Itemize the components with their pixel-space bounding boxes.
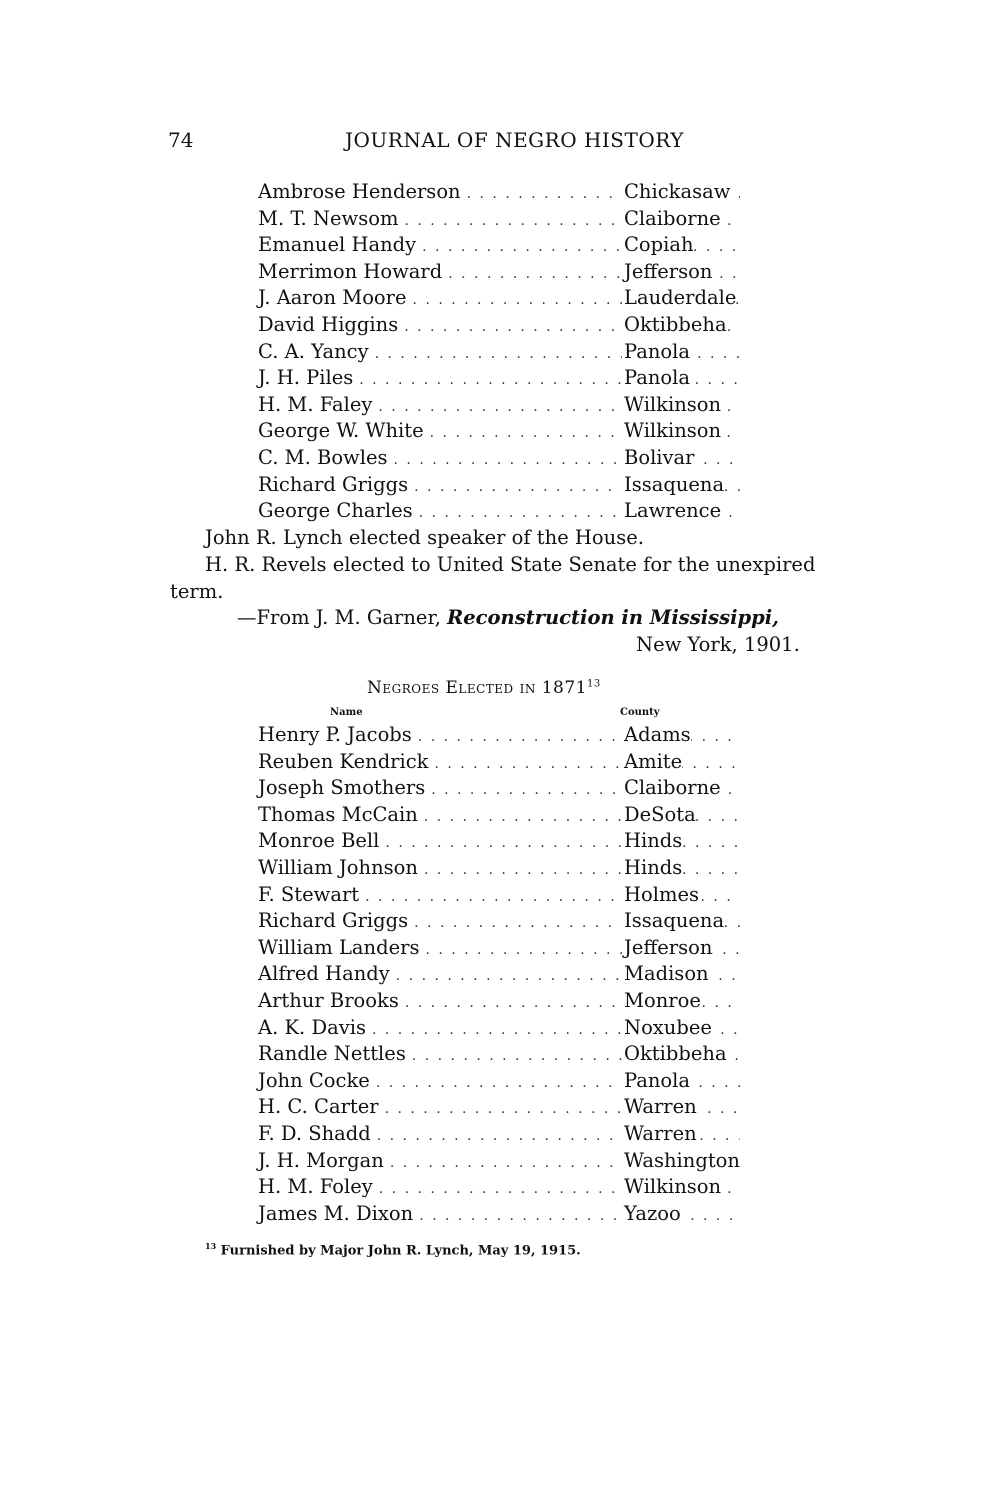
table-row bbox=[258, 1149, 740, 1175]
member-name: C. M. Bowles bbox=[258, 446, 388, 469]
table-row bbox=[258, 1042, 740, 1068]
member-name: Richard Griggs bbox=[258, 472, 409, 496]
table-row bbox=[258, 1095, 740, 1121]
footnote-number: 13 bbox=[205, 1241, 217, 1251]
member-county: Amite bbox=[624, 749, 683, 773]
member-row bbox=[258, 366, 740, 392]
member-row bbox=[258, 340, 740, 366]
member-name: H. M. Foley bbox=[258, 1175, 373, 1199]
table-row bbox=[258, 1122, 740, 1148]
running-head-cap-j: J bbox=[345, 128, 354, 152]
member-county: Claiborne bbox=[624, 206, 721, 230]
member-row bbox=[258, 419, 740, 445]
table-row bbox=[258, 829, 740, 855]
member-name: H. M. Faley bbox=[258, 392, 373, 416]
member-name: F. D. Shadd bbox=[258, 1122, 371, 1145]
member-row bbox=[258, 260, 740, 286]
member-name: J. H. Piles bbox=[258, 366, 354, 390]
member-name: William Landers bbox=[258, 935, 420, 959]
dot-leader bbox=[434, 756, 740, 772]
member-name: Richard Griggs bbox=[258, 909, 409, 933]
member-county: Jefferson bbox=[624, 935, 713, 959]
member-county: Hinds bbox=[624, 856, 683, 879]
member-row bbox=[258, 473, 740, 499]
dot-leader bbox=[418, 729, 740, 745]
column-header-county: County bbox=[620, 707, 660, 718]
member-row bbox=[258, 286, 740, 312]
member-county: Warren bbox=[624, 1095, 697, 1119]
member-name: Alfred Handy bbox=[258, 962, 390, 986]
member-row bbox=[258, 446, 740, 472]
table-row bbox=[258, 909, 740, 935]
table-row bbox=[258, 989, 740, 1015]
member-county: Madison bbox=[624, 962, 709, 986]
footnote-text: Furnished by Major John R. Lynch, May 19, 1915. bbox=[216, 1243, 581, 1259]
table-row bbox=[258, 856, 740, 882]
member-row bbox=[258, 313, 740, 339]
running-head-ournal: OURNAL OF bbox=[353, 128, 496, 152]
lynch-speaker-line: John R. Lynch elected speaker of the House. bbox=[205, 526, 644, 549]
member-county: Noxubee bbox=[624, 1015, 712, 1039]
dot-leader bbox=[419, 1208, 740, 1224]
member-name: Arthur Brooks bbox=[258, 989, 399, 1012]
member-county: Copiah bbox=[624, 233, 694, 257]
source-place: New York, 1901. bbox=[636, 633, 800, 656]
member-county: Claiborne bbox=[624, 776, 721, 800]
running-head-cap-h: H bbox=[583, 128, 602, 152]
running-head-egro: EGRO bbox=[513, 128, 584, 152]
member-name: Henry P. Jacobs bbox=[258, 723, 412, 746]
member-county: Hinds bbox=[624, 829, 683, 853]
member-county: Adams bbox=[624, 723, 691, 746]
member-county: Chickasaw bbox=[624, 180, 731, 203]
member-county: Lauderdale bbox=[624, 286, 737, 310]
table-row bbox=[258, 723, 740, 749]
member-county: Panola bbox=[624, 1068, 691, 1092]
table-row bbox=[258, 1069, 740, 1095]
member-name: Reuben Kendrick bbox=[258, 749, 429, 773]
member-county: Panola bbox=[624, 366, 691, 390]
table-row bbox=[258, 1016, 740, 1042]
member-name: Merrimon Howard bbox=[258, 259, 443, 283]
page-number: 74 bbox=[168, 128, 194, 152]
member-county: Bolivar bbox=[624, 446, 695, 469]
dot-leader bbox=[385, 835, 740, 851]
member-name: George W. White bbox=[258, 419, 424, 443]
member-county: Warren bbox=[624, 1122, 697, 1145]
member-name: H. C. Carter bbox=[258, 1095, 379, 1119]
member-county: Lawrence bbox=[624, 499, 722, 523]
member-name: A. K. Davis bbox=[258, 1015, 366, 1039]
table-row bbox=[258, 803, 740, 829]
member-name: John Cocke bbox=[258, 1068, 370, 1092]
member-county: Oktibbeha bbox=[624, 313, 727, 336]
revels-senate-line: H. R. Revels elected to United State Senate for the unexpired bbox=[205, 553, 816, 576]
member-county: DeSota bbox=[624, 802, 696, 826]
source-prefix: —From J. M. Garner, bbox=[237, 606, 448, 629]
member-county: Oktibbeha bbox=[624, 1042, 727, 1066]
member-county: Monroe bbox=[624, 989, 701, 1012]
table-title-text: Negroes Elected in 1871 bbox=[367, 678, 587, 698]
running-head-istory: ISTORY bbox=[601, 128, 684, 152]
member-row bbox=[258, 393, 740, 419]
member-county: Wilkinson bbox=[624, 392, 722, 416]
member-name: J. H. Morgan bbox=[258, 1148, 384, 1172]
member-name: Emanuel Handy bbox=[258, 233, 417, 257]
member-name: George Charles bbox=[258, 499, 413, 523]
member-county: Issaquena bbox=[624, 909, 725, 933]
table-row bbox=[258, 750, 740, 776]
table-row bbox=[258, 776, 740, 802]
member-county: Jefferson bbox=[624, 259, 713, 283]
member-name: William Johnson bbox=[258, 856, 418, 879]
member-county: Panola bbox=[624, 339, 691, 363]
member-name: M. T. Newsom bbox=[258, 206, 399, 230]
member-county: Yazoo bbox=[624, 1201, 681, 1225]
member-county: Issaquena bbox=[624, 472, 725, 496]
member-row bbox=[258, 207, 740, 233]
footnote bbox=[205, 1241, 581, 1258]
member-row bbox=[258, 180, 740, 206]
member-name: Thomas McCain bbox=[258, 802, 418, 826]
table-title-footnote-ref: 13 bbox=[587, 678, 601, 690]
source-citation bbox=[237, 606, 779, 629]
table-row bbox=[258, 962, 740, 988]
member-row bbox=[258, 499, 740, 525]
running-head-cap-n: N bbox=[495, 128, 514, 152]
member-name: Randle Nettles bbox=[258, 1042, 406, 1066]
member-county: Wilkinson bbox=[624, 419, 722, 443]
running-head bbox=[345, 128, 684, 152]
member-county: Washington bbox=[624, 1148, 740, 1172]
member-county: Holmes bbox=[624, 882, 700, 906]
table-row bbox=[258, 883, 740, 909]
column-header-name: Name bbox=[330, 707, 363, 718]
table-row bbox=[258, 1175, 740, 1201]
member-name: F. Stewart bbox=[258, 882, 360, 906]
table-row bbox=[258, 1202, 740, 1228]
member-row bbox=[258, 233, 740, 259]
revels-senate-line-cont: term. bbox=[170, 580, 224, 603]
member-name: David Higgins bbox=[258, 313, 399, 336]
member-county: Wilkinson bbox=[624, 1175, 722, 1199]
dot-leader bbox=[424, 862, 740, 878]
source-title: Reconstruction in Mississippi, bbox=[447, 606, 779, 629]
member-name: Monroe Bell bbox=[258, 829, 380, 853]
member-name: Ambrose Henderson bbox=[258, 180, 461, 203]
member-name: James M. Dixon bbox=[258, 1201, 414, 1225]
table-title bbox=[367, 678, 601, 698]
member-name: J. Aaron Moore bbox=[258, 286, 407, 310]
member-name: Joseph Smothers bbox=[258, 776, 426, 800]
table-row bbox=[258, 936, 740, 962]
member-name: C. A. Yancy bbox=[258, 339, 369, 363]
